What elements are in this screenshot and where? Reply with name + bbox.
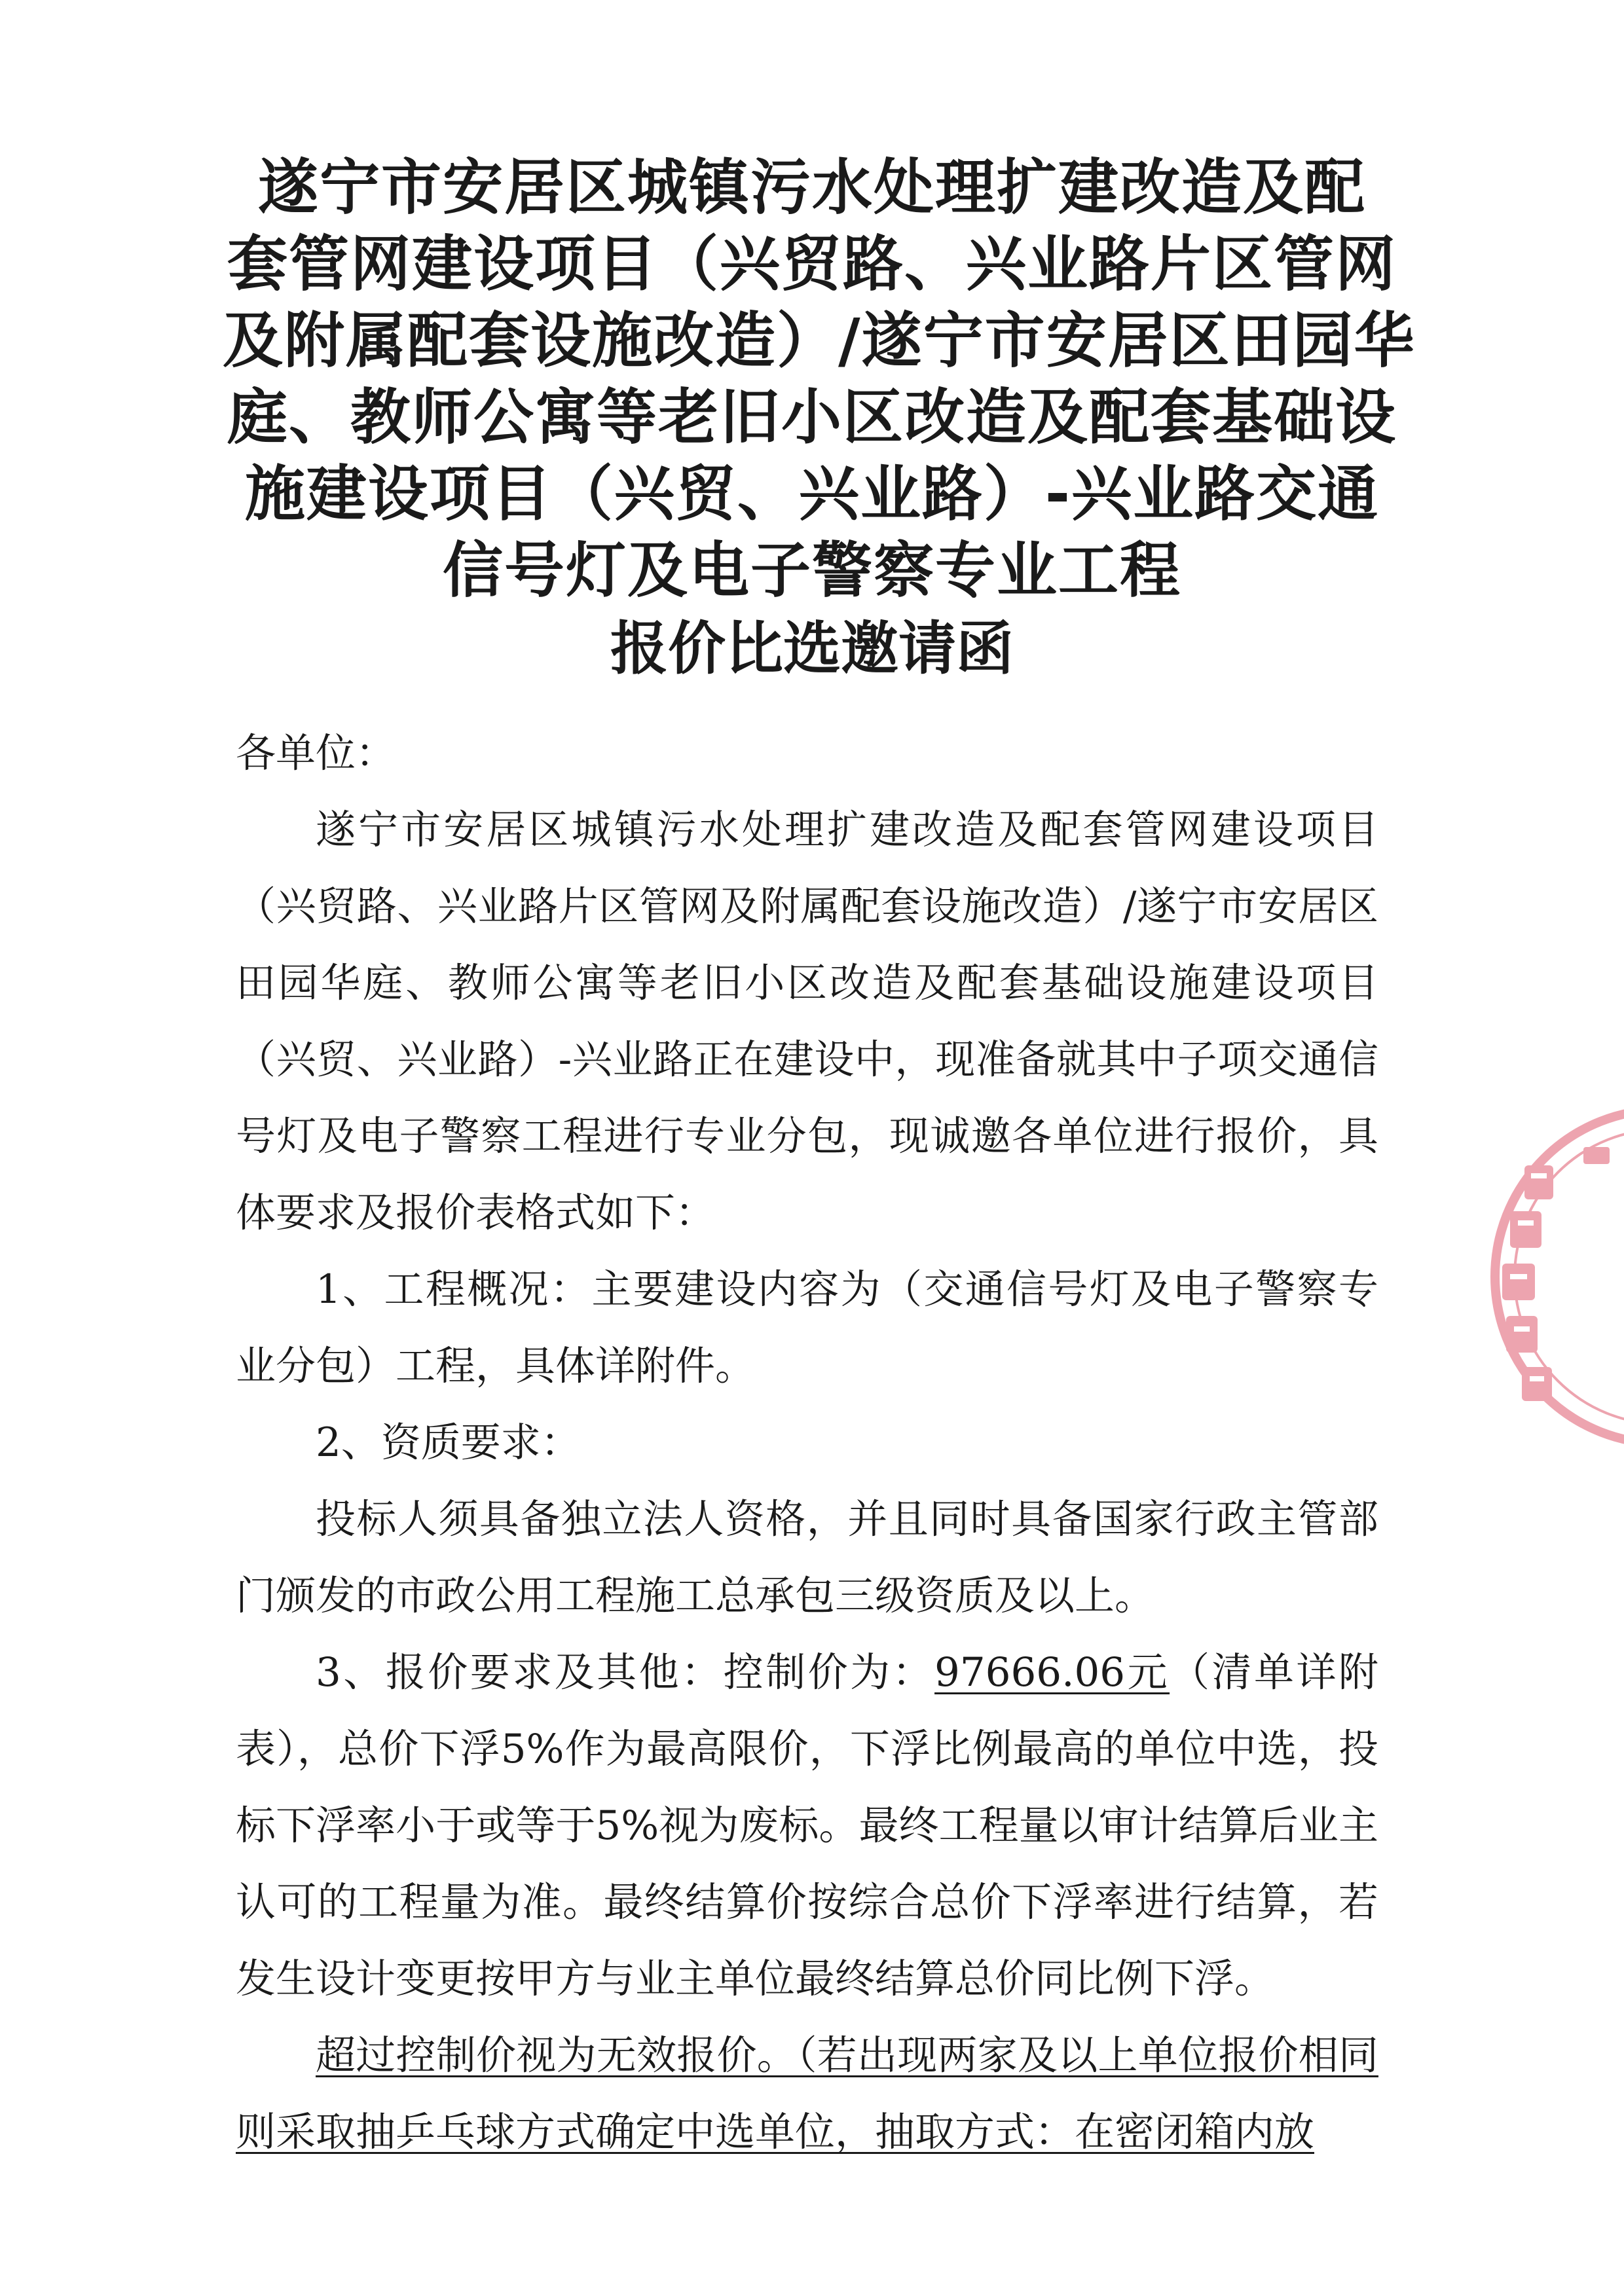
invalid-bid-note [236, 2017, 1378, 2170]
title-line-6: 信号灯及电子警察专业工程 [442, 536, 1181, 606]
title-line-4: 庭、教师公寓等老旧小区改造及配套基础设 [227, 382, 1397, 452]
title-line-3: 及附属配套设施改造）/遂宁市安居区田园华 [223, 306, 1416, 376]
document-subtitle: 报价比选邀请函 [610, 615, 1014, 682]
company-seal-stamp [1459, 1074, 1624, 1480]
title-line-2: 套管网建设项目（兴贸路、兴业路片区管网 [227, 229, 1397, 299]
item-2-heading: 2、资质要求： [316, 1419, 581, 1466]
document-body [236, 715, 1378, 2170]
item-3-rest: （清单详附表），总价下浮5%作为最高限价，下浮比例最高的单位中选，投标下浮率小于或等于5%视为废标。最终工程量以审计结算后业主认可的工程量为准。最终结算价按综合总价下浮率进行结算，若发生设计变更按甲方与业主单位最终结算总价同比例下浮。 [236, 1649, 1379, 2002]
salutation: 各单位： [236, 730, 396, 776]
seal-stamp-icon [1495, 1110, 1624, 1444]
item-3-prefix: 3、报价要求及其他：控制价为： [316, 1649, 935, 1696]
item-3-pricing [236, 1634, 1378, 2017]
control-price-amount: 97666.06元 [934, 1649, 1170, 1696]
document-title [223, 149, 1416, 609]
title-line-5: 施建设项目（兴贸、兴业路）-兴业路交通 [244, 459, 1380, 529]
item-2-qualification: 投标人须具备独立法人资格，并且同时具备国家行政主管部门颁发的市政公用工程施工总承包三级资质及以上。 [236, 1496, 1378, 1619]
item-1-overview: 1、工程概况：主要建设内容为（交通信号灯及电子警察专业分包）工程，具体详附件。 [236, 1266, 1378, 1389]
invalid-bid-note-text: 超过控制价视为无效报价。（若出现两家及以上单位报价相同则采取抽乒乓球方式确定中选单位，抽取方式：在密闭箱内放 [236, 2032, 1378, 2155]
title-line-1: 遂宁市安居区城镇污水处理扩建改造及配 [257, 153, 1366, 223]
intro-paragraph: 遂宁市安居区城镇污水处理扩建改造及配套管网建设项目（兴贸路、兴业路片区管网及附属配套设施改造）/遂宁市安居区田园华庭、教师公寓等老旧小区改造及配套基础设施建设项目（兴贸、兴业路）-兴业路正在建设中，现准备就其中子项交通信号灯及电子警察工程进行专业分包，现诚邀各单位进行报价，具体要求及报价表格式如下： [236, 807, 1378, 1236]
